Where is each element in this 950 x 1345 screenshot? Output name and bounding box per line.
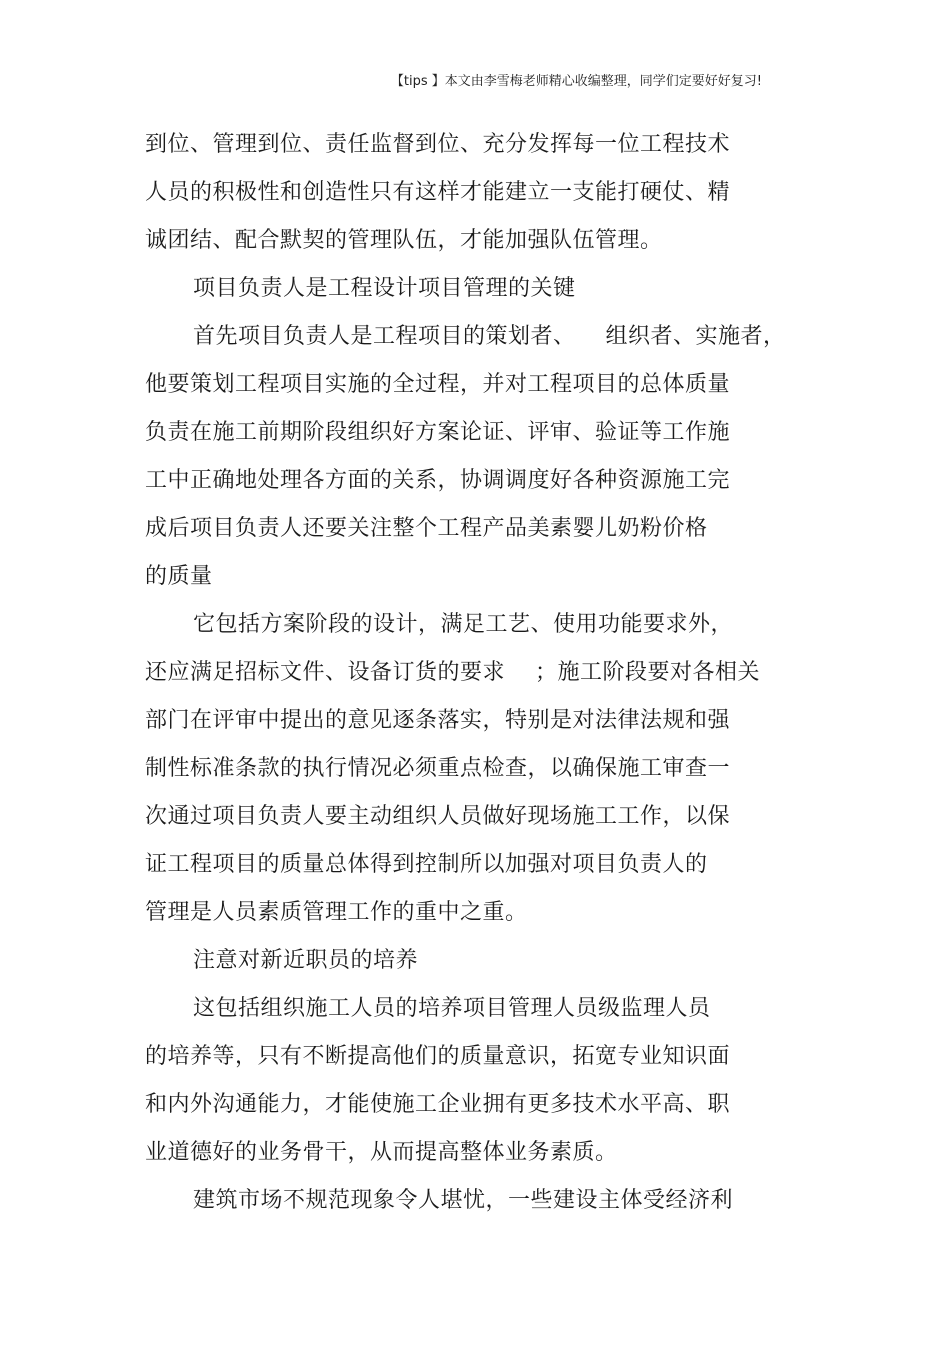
text-line: 首先项目负责人是工程项目的策划者、 组织者、实施者， (193, 324, 786, 349)
text-line: 的培养等，只有不断提高他们的质量意识，拓宽专业知识面 (145, 1044, 731, 1069)
section-heading: 项目负责人是工程设计项目管理的关键 (193, 276, 576, 301)
text-line: 和内外沟通能力，才能使施工企业拥有更多技术水平高、职 (145, 1092, 731, 1117)
text-line: 次通过项目负责人要主动组织人员做好现场施工工作，以保 (145, 804, 731, 829)
text-line: 成后项目负责人还要关注整个工程产品美素婴儿奶粉价格 (145, 516, 708, 541)
text-line: 证工程项目的质量总体得到控制所以加强对项目负责人的 (145, 852, 708, 877)
text-line: 业道德好的业务骨干，从而提高整体业务素质。 (145, 1140, 618, 1165)
text-line: 负责在施工前期阶段组织好方案论证、评审、验证等工作施 (145, 420, 731, 445)
tips-header: 【tips 】本文由李雪梅老师精心收编整理，同学们定要好好复习! (390, 74, 762, 89)
text-line: 这包括组织施工人员的培养项目管理人员级监理人员 (193, 996, 711, 1021)
text-line: 管理是人员素质管理工作的重中之重。 (145, 900, 528, 925)
text-line: 制性标准条款的执行情况必须重点检查，以确保施工审查一 (145, 756, 731, 781)
text-line: 还应满足招标文件、设备订货的要求 ；施工阶段要对各相关 (145, 660, 760, 685)
section-heading: 注意对新近职员的培养 (193, 948, 419, 973)
text-line: 部门在评审中提出的意见逐条落实，特别是对法律法规和强 (145, 708, 731, 733)
text-line: 人员的积极性和创造性只有这样才能建立一支能打硬仗、精 (145, 180, 731, 205)
text-line: 他要策划工程项目实施的全过程，并对工程项目的总体质量 (145, 372, 731, 397)
text-line: 诚团结、配合默契的管理队伍，才能加强队伍管理。 (145, 228, 663, 253)
text-line: 到位、管理到位、责任监督到位、充分发挥每一位工程技术 (145, 132, 731, 157)
text-line: 建筑市场不规范现象令人堪忧，一些建设主体受经济利 (193, 1188, 734, 1213)
text-line: 工中正确地处理各方面的关系，协调调度好各种资源施工完 (145, 468, 731, 493)
text-line: 的质量 (145, 564, 213, 589)
text-line: 它包括方案阶段的设计，满足工艺、使用功能要求外， (193, 612, 734, 637)
